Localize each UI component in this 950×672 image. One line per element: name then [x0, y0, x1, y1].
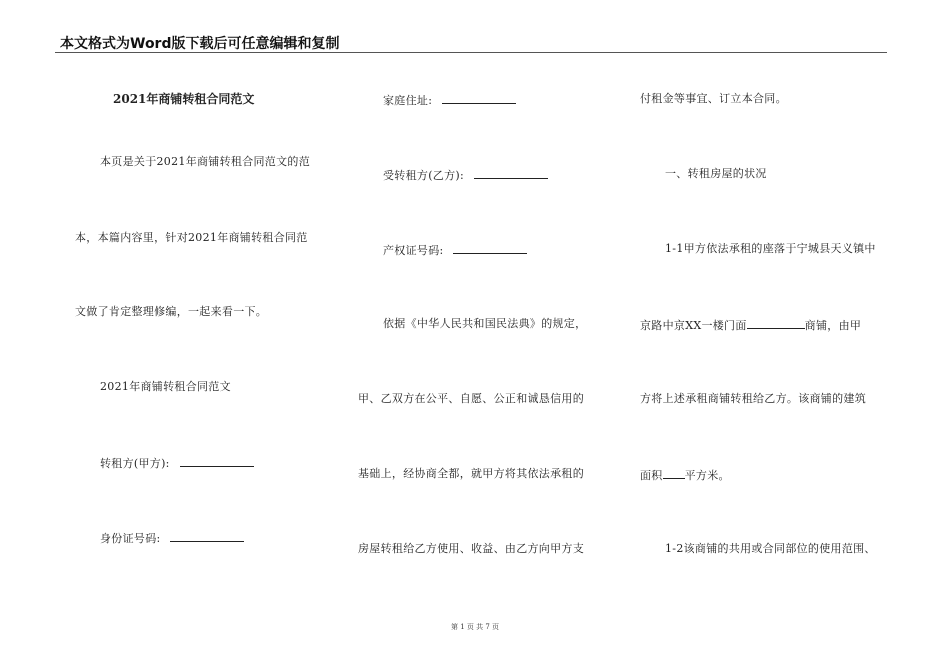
page-number: 第 1 页 共 7 页: [450, 623, 500, 631]
shop-blank: [747, 317, 805, 329]
subtitle-line: 2021年商铺转租合同范文: [100, 380, 231, 393]
lessor-label: 转租方(甲方):: [100, 457, 170, 470]
paragraph-line: 1-1甲方依法承租的座落于宁城县天义镇中: [665, 242, 876, 255]
id-number-field: [100, 530, 244, 546]
address-label: 家庭住址:: [383, 94, 433, 107]
section-heading: 一、转租房屋的状况: [665, 167, 767, 180]
header-divider: [55, 52, 887, 53]
document-title: 2021年商铺转租合同范文: [113, 92, 255, 106]
area-line: 面积 平方米。: [640, 469, 730, 482]
paragraph-line: 甲、乙双方在公平、自愿、公正和诚恳信用的: [358, 392, 584, 405]
id-number-label: 身份证号码:: [100, 532, 161, 545]
lessor-blank: [180, 455, 254, 467]
address-field: [383, 92, 516, 108]
property-cert-blank: [453, 242, 527, 254]
shop-location-line: 京路中京XX一楼门面 商铺，由甲: [640, 319, 862, 332]
paragraph-line: 文做了肯定整理修编，一起来看一下。: [75, 305, 268, 318]
lessor-field: [100, 455, 254, 471]
document-header: 本文格式为Word版下载后可任意编辑和复制: [60, 36, 340, 52]
lessee-field: [383, 167, 548, 183]
paragraph-line: 基础上，经协商全都，就甲方将其依法承租的: [358, 467, 584, 480]
lessee-label: 受转租方(乙方):: [383, 169, 464, 182]
paragraph-line: 1-2该商铺的共用或合同部位的使用范围、: [665, 542, 876, 555]
paragraph-line: 付租金等事宜、订立本合同。: [640, 92, 787, 105]
paragraph-line: 依据《中华人民共和国民法典》的规定，: [383, 317, 587, 330]
area-blank: [663, 467, 685, 479]
property-cert-field: [383, 242, 527, 258]
paragraph-line: 本，本篇内容里，针对2021年商铺转租合同范: [75, 231, 308, 244]
paragraph-line: 本页是关于2021年商铺转租合同范文的范: [100, 155, 310, 168]
property-cert-label: 产权证号码:: [383, 244, 444, 257]
id-number-blank: [170, 530, 244, 542]
paragraph-line: 方将上述承租商铺转租给乙方。该商铺的建筑: [640, 392, 866, 405]
paragraph-line: 房屋转租给乙方使用、收益、由乙方向甲方支: [358, 542, 584, 555]
address-blank: [442, 92, 516, 104]
lessee-blank: [474, 167, 548, 179]
